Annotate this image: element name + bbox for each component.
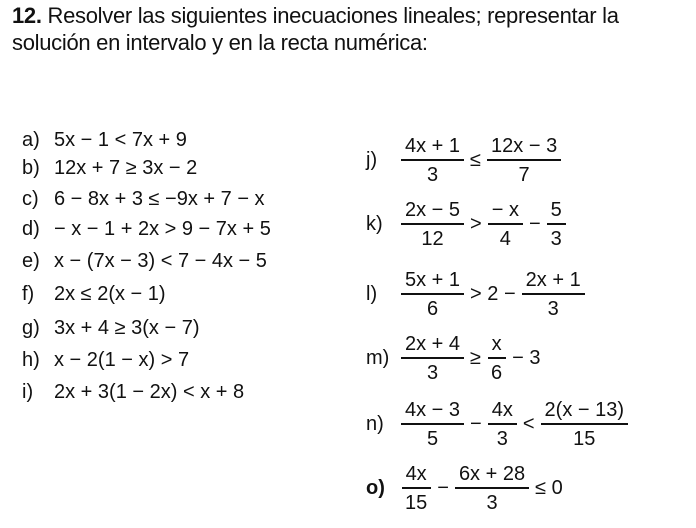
numerator: 2x − 5 bbox=[401, 199, 464, 225]
operator: ≤ bbox=[470, 148, 482, 171]
exercise-item-n bbox=[366, 396, 631, 452]
numerator: 2x + 1 bbox=[522, 269, 585, 295]
numerator: − x bbox=[488, 199, 523, 225]
item-expression: x − (7x − 3) < 7 − 4x − 5 bbox=[54, 249, 267, 272]
exercise-item-h bbox=[22, 346, 189, 374]
item-expression: − x − 1 + 2x > 9 − 7x + 5 bbox=[54, 217, 271, 240]
fraction bbox=[401, 135, 464, 186]
exercise-heading bbox=[12, 2, 696, 56]
denominator: 15 bbox=[573, 427, 596, 450]
operator: − bbox=[528, 212, 541, 235]
fraction bbox=[487, 135, 561, 186]
operator: > 2 − bbox=[470, 282, 516, 305]
denominator: 3 bbox=[550, 227, 562, 250]
exercise-item-i bbox=[22, 378, 244, 406]
item-label: a) bbox=[22, 128, 40, 151]
exercise-item-e bbox=[22, 247, 267, 275]
denominator: 7 bbox=[518, 163, 530, 186]
operator: < bbox=[522, 412, 535, 435]
heading-line-1 bbox=[12, 2, 696, 29]
fraction bbox=[401, 463, 431, 514]
operator: − bbox=[470, 412, 482, 435]
exercise-item-k bbox=[366, 196, 569, 252]
heading-line-2: solución en intervalo y en la recta numérica: bbox=[12, 30, 428, 55]
fraction bbox=[401, 333, 464, 384]
heading-text-1: Resolver las siguientes inecuaciones lineales; representar la bbox=[47, 3, 619, 28]
item-expression: 12x + 7 ≥ 3x − 2 bbox=[54, 156, 198, 179]
item-label: g) bbox=[22, 316, 40, 339]
fraction bbox=[455, 463, 529, 514]
item-expression: 3x + 4 ≥ 3(x − 7) bbox=[54, 316, 200, 339]
numerator: 4x + 1 bbox=[401, 135, 464, 161]
item-label: i) bbox=[22, 380, 34, 403]
fraction bbox=[522, 269, 585, 320]
operator: ≤ 0 bbox=[535, 476, 563, 499]
item-label: f) bbox=[22, 282, 35, 305]
denominator: 12 bbox=[421, 227, 444, 250]
operator: − bbox=[437, 476, 449, 499]
fraction bbox=[547, 199, 566, 250]
item-label: m) bbox=[366, 346, 390, 369]
exercise-item-l bbox=[366, 266, 588, 322]
numerator: 2(x − 13) bbox=[541, 399, 628, 425]
exercise-item-g bbox=[22, 314, 200, 342]
numerator: 6x + 28 bbox=[455, 463, 529, 489]
item-expression: x − 2(1 − x) > 7 bbox=[54, 348, 190, 371]
exercise-item-c bbox=[22, 185, 265, 213]
item-expression: 6 − 8x + 3 ≤ −9x + 7 − x bbox=[54, 187, 265, 210]
item-label: c) bbox=[22, 187, 39, 210]
numerator: x bbox=[488, 333, 506, 359]
operator: ≥ bbox=[470, 346, 482, 369]
numerator: 5x + 1 bbox=[401, 269, 464, 295]
denominator: 3 bbox=[486, 491, 498, 514]
exercise-item-f bbox=[22, 280, 166, 308]
fraction bbox=[488, 399, 517, 450]
exercise-item-j bbox=[366, 132, 564, 188]
item-label: e) bbox=[22, 249, 40, 272]
operator: − 3 bbox=[512, 346, 541, 369]
item-label: n) bbox=[366, 412, 384, 435]
denominator: 15 bbox=[405, 491, 428, 514]
operator: > bbox=[470, 212, 482, 235]
fraction bbox=[488, 199, 523, 250]
numerator: 4x bbox=[402, 463, 431, 489]
fraction bbox=[401, 199, 464, 250]
denominator: 3 bbox=[496, 427, 508, 450]
item-label: o) bbox=[366, 476, 385, 499]
denominator: 6 bbox=[426, 297, 439, 320]
exercise-number: 12. bbox=[12, 3, 42, 28]
item-label: l) bbox=[366, 282, 378, 305]
exercise-item-m bbox=[366, 330, 544, 386]
numerator: 2x + 4 bbox=[401, 333, 464, 359]
item-expression: 2x ≤ 2(x − 1) bbox=[54, 282, 166, 305]
denominator: 5 bbox=[426, 427, 439, 450]
denominator: 3 bbox=[547, 297, 559, 320]
numerator: 5 bbox=[547, 199, 566, 225]
exercise-item-b bbox=[22, 154, 197, 182]
item-label: j) bbox=[366, 148, 378, 171]
fraction bbox=[401, 399, 464, 450]
item-label: k) bbox=[366, 212, 383, 235]
exercise-item-a bbox=[22, 126, 187, 154]
item-label: d) bbox=[22, 217, 40, 240]
fraction bbox=[487, 333, 506, 384]
denominator: 6 bbox=[491, 361, 503, 384]
exercise-item-d bbox=[22, 215, 271, 243]
fraction bbox=[401, 269, 464, 320]
numerator: 4x − 3 bbox=[401, 399, 464, 425]
exercise-item-o bbox=[366, 460, 566, 516]
denominator: 3 bbox=[426, 163, 439, 186]
item-label: b) bbox=[22, 156, 40, 179]
fraction bbox=[541, 399, 628, 450]
item-label: h) bbox=[22, 348, 40, 371]
numerator: 4x bbox=[488, 399, 517, 425]
denominator: 4 bbox=[499, 227, 511, 250]
denominator: 3 bbox=[426, 361, 439, 384]
numerator: 12x − 3 bbox=[487, 135, 561, 161]
item-expression: 2x + 3(1 − 2x) < x + 8 bbox=[54, 380, 245, 403]
item-expression: 5x − 1 < 7x + 9 bbox=[54, 128, 187, 151]
